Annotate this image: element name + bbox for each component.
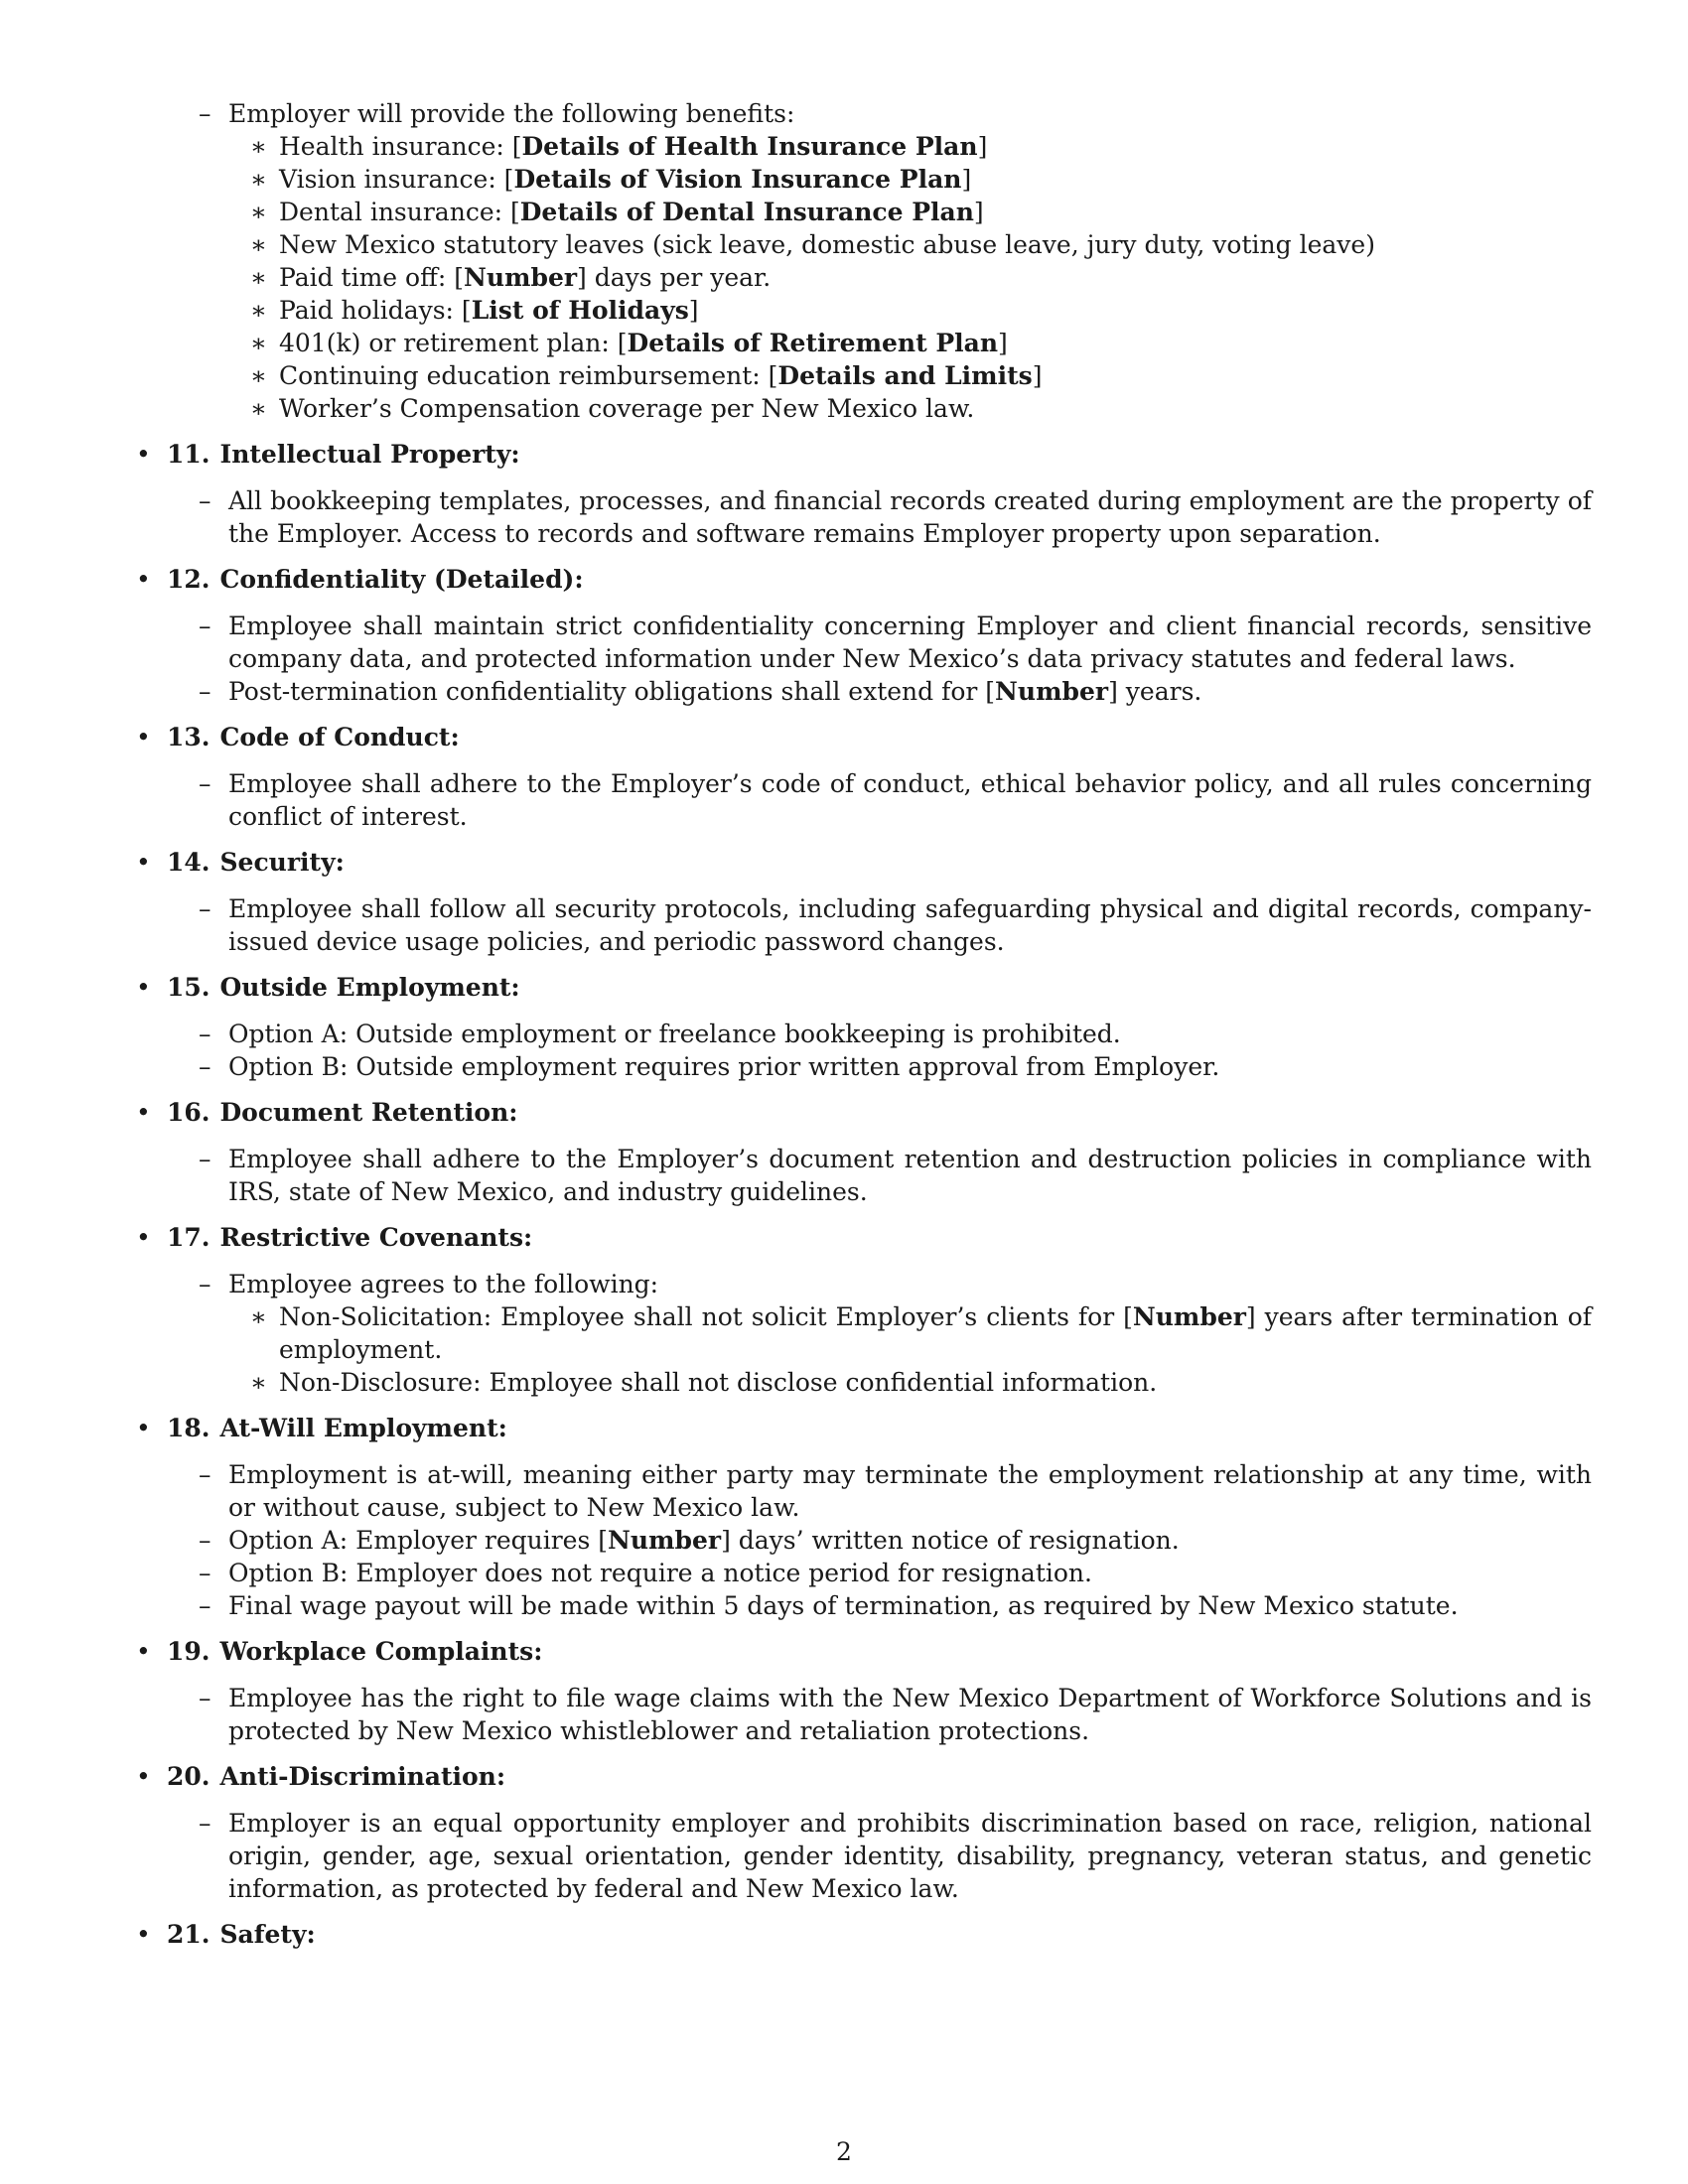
section-16-clause: – Employee shall adhere to the Employer’s document retention and destruction policies in compliance with IRS, state of New Mexico, and industry guidelines. <box>132 1143 1592 1208</box>
benefits-list <box>132 97 1592 425</box>
section-17-heading: • 17. Restrictive Covenants: <box>132 1221 1592 1254</box>
benefit-item: ∗ Continuing education reimbursement: [Details and Limits] <box>132 359 1592 392</box>
section-18-heading: • 18. At-Will Employment: <box>132 1412 1592 1444</box>
section-17-subclause: ∗ Non-Disclosure: Employee shall not disclose confidential information. <box>132 1366 1592 1399</box>
section-16-body <box>132 1143 1592 1208</box>
section-18-clause: – Option B: Employer does not require a notice period for resignation. <box>132 1557 1592 1589</box>
section-17-clause: – Employee agrees to the following: <box>132 1268 1592 1300</box>
benefit-item: ∗ New Mexico statutory leaves (sick leave, domestic abuse leave, jury duty, voting leave) <box>132 228 1592 261</box>
section-13-clause: – Employee shall adhere to the Employer’s code of conduct, ethical behavior policy, and all rules concerning conflict of interest. <box>132 767 1592 833</box>
section-14-heading: • 14. Security: <box>132 846 1592 879</box>
section-18-clause: – Final wage payout will be made within 5 days of termination, as required by New Mexico statute. <box>132 1589 1592 1622</box>
section-15-heading: • 15. Outside Employment: <box>132 971 1592 1004</box>
section-17-body <box>132 1268 1592 1399</box>
section-14-body <box>132 892 1592 958</box>
section-12-body <box>132 610 1592 708</box>
benefit-item: ∗ Worker’s Compensation coverage per New Mexico law. <box>132 392 1592 425</box>
section-15-clause: – Option A: Outside employment or freelance bookkeeping is prohibited. <box>132 1018 1592 1050</box>
benefit-item: ∗ Health insurance: [Details of Health Insurance Plan] <box>132 130 1592 163</box>
section-19-heading: • 19. Workplace Complaints: <box>132 1635 1592 1668</box>
section-19-clause: – Employee has the right to file wage claims with the New Mexico Department of Workforce Solutions and is protected by New Mexico whistleblower and retaliation protections. <box>132 1682 1592 1747</box>
section-11-heading: • 11. Intellectual Property: <box>132 438 1592 471</box>
section-13-heading: • 13. Code of Conduct: <box>132 721 1592 753</box>
benefit-item: ∗ Paid holidays: [List of Holidays] <box>132 294 1592 327</box>
section-18-clause: – Option A: Employer requires [Number] days’ written notice of resignation. <box>132 1524 1592 1557</box>
benefit-item: ∗ 401(k) or retirement plan: [Details of Retirement Plan] <box>132 327 1592 359</box>
section-13-body <box>132 767 1592 833</box>
section-20-heading: • 20. Anti-Discrimination: <box>132 1760 1592 1793</box>
section-11-clause: – All bookkeeping templates, processes, and financial records created during employment are the property of the Employer. Access to records and software remains Employer property upon separation. <box>132 484 1592 550</box>
page-number: 2 <box>836 2137 852 2166</box>
benefit-item: ∗ Dental insurance: [Details of Dental Insurance Plan] <box>132 196 1592 228</box>
section-15-clause: – Option B: Outside employment requires prior written approval from Employer. <box>132 1050 1592 1083</box>
section-18-clause: – Employment is at-will, meaning either party may terminate the employment relationship at any time, with or without cause, subject to New Mexico law. <box>132 1458 1592 1524</box>
section-18-body <box>132 1458 1592 1622</box>
section-12-clause: – Employee shall maintain strict confidentiality concerning Employer and client financial records, sensitive company data, and protected information under New Mexico’s data privacy statutes and federal laws. <box>132 610 1592 675</box>
section-14-clause: – Employee shall follow all security protocols, including safeguarding physical and digital records, company-issued device usage policies, and periodic password changes. <box>132 892 1592 958</box>
document-body <box>132 97 1592 1965</box>
section-16-heading: • 16. Document Retention: <box>132 1096 1592 1129</box>
section-20-clause: – Employer is an equal opportunity employer and prohibits discrimination based on race, religion, national origin, gender, age, sexual orientation, gender identity, disability, pregnancy, veteran status, and genetic information, as protected by federal and New Mexico law. <box>132 1807 1592 1905</box>
section-12-heading: • 12. Confidentiality (Detailed): <box>132 563 1592 596</box>
section-19-body <box>132 1682 1592 1747</box>
section-12-clause: – Post-termination confidentiality obligations shall extend for [Number] years. <box>132 675 1592 708</box>
benefits-intro: – Employer will provide the following benefits: <box>132 97 1592 130</box>
benefit-item: ∗ Paid time off: [Number] days per year. <box>132 261 1592 294</box>
section-20-body <box>132 1807 1592 1905</box>
section-21-heading: • 21. Safety: <box>132 1918 1592 1951</box>
section-17-subclause: ∗ Non-Solicitation: Employee shall not solicit Employer’s clients for [Number] years after termination of employment. <box>132 1300 1592 1366</box>
benefit-item: ∗ Vision insurance: [Details of Vision Insurance Plan] <box>132 163 1592 196</box>
section-11-body <box>132 484 1592 550</box>
section-15-body <box>132 1018 1592 1083</box>
